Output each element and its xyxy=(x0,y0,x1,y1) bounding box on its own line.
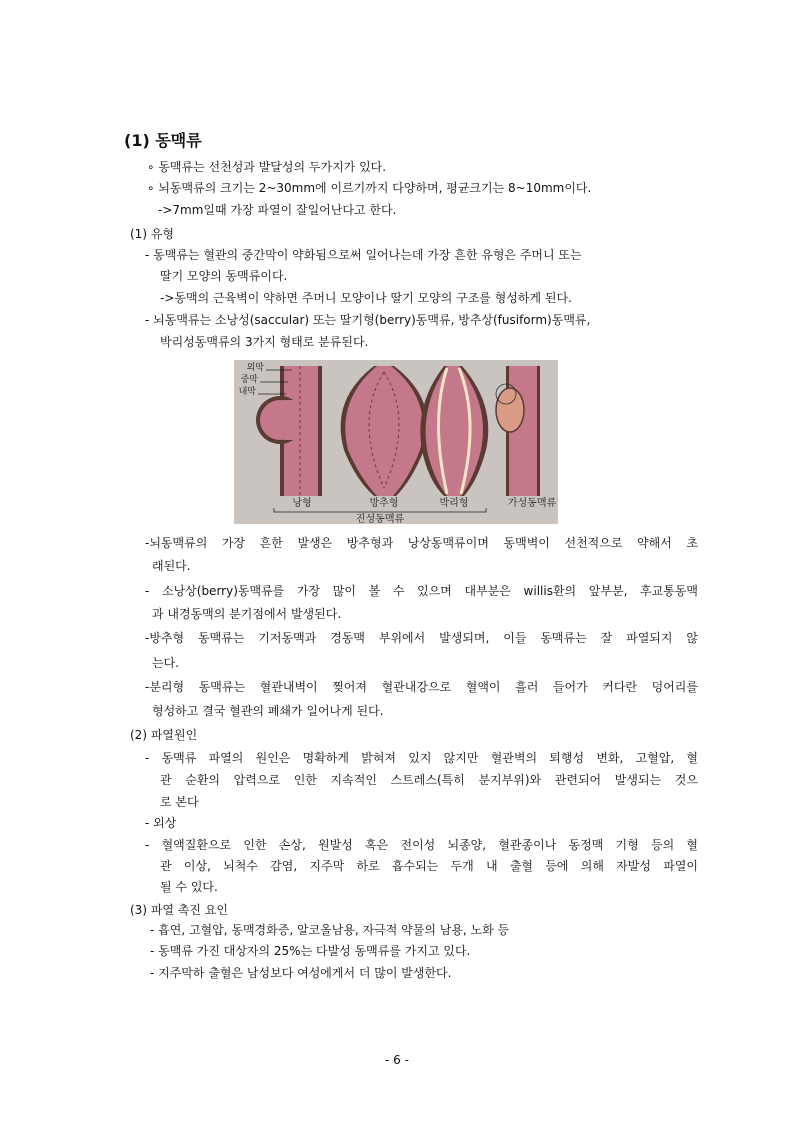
bullet-mark: ∘ xyxy=(147,160,155,174)
body-line: 형성하고 결국 혈관의 폐쇄가 일어나게 된다. xyxy=(152,704,384,718)
body-line: 과 내경동맥의 분기점에서 발생된다. xyxy=(152,607,342,621)
sub2-line: - 동맥류 파열의 원인은 명확하게 밝혀져 있지 않지만 혈관벽의 퇴행성 변화, 고혈압, 혈 xyxy=(145,751,698,765)
type-label-saccular: 낭형 xyxy=(292,498,312,509)
body-line: - 소낭상(berry)동맥류를 가장 많이 볼 수 있으며 대부분은 willis환의 앞부분, 후교통동맥 xyxy=(145,584,698,598)
body-line: -뇌동맥류의 가장 흔한 발생은 방추형과 낭상동맥류이며 동맥벽이 선천적으로 약해서 초 xyxy=(145,536,698,550)
intro-bullet-2 xyxy=(147,180,591,196)
layer-label-media: 중막 xyxy=(240,375,258,385)
sub2-line: - 외상 xyxy=(145,816,177,830)
sub1-line: ->동맥의 근육벽이 약하면 주머니 모양이나 딸기 모양의 구조를 형성하게 된다. xyxy=(160,291,572,305)
sub2-line: - 혈액질환으로 인한 손상, 원발성 혹은 전이성 뇌종양, 혈관종이나 동정맥 기형 등의 혈 xyxy=(145,838,698,852)
intro-bullet-1 xyxy=(147,159,386,175)
sub1-line: - 뇌동맥류는 소낭성(saccular) 또는 딸기형(berry)동맥류, 방추상(fusiform)동맥류, xyxy=(145,313,591,327)
sub2-line: 될 수 있다. xyxy=(160,880,218,894)
sub3-heading: (3) 파열 촉진 요인 xyxy=(130,903,228,917)
intro-bullet-3 xyxy=(158,202,396,218)
sub1-heading: (1) 유형 xyxy=(130,227,174,241)
sub2-heading: (2) 파열원인 xyxy=(130,728,198,742)
type-label-dissecting: 박리형 xyxy=(439,498,469,509)
type-label-pseudo: 가성동맥류 xyxy=(507,498,557,509)
type-label-fusiform: 방추형 xyxy=(369,498,399,509)
aneurysm-types-figure xyxy=(234,360,558,524)
intro-text: 동맥류는 선천성과 발달성의 두가지가 있다. xyxy=(158,160,387,174)
page-number: - 6 - xyxy=(385,1053,409,1067)
layer-label-intima: 내막 xyxy=(238,387,256,397)
section-title: (1) 동맥류 xyxy=(124,131,202,150)
intro-text: ->7mm일때 가장 파열이 잘일어난다고 한다. xyxy=(158,203,397,217)
sub2-line: 관 이상, 뇌척수 감염, 지주막 하로 흡수되는 두개 내 출혈 등에 의해 자발성 파열이 xyxy=(160,859,698,873)
intro-text: 뇌동맥류의 크기는 2~30mm에 이르기까지 다양하며, 평균크기는 8~10mm이다. xyxy=(158,181,592,195)
layer-label-adventitia: 외막 xyxy=(246,363,264,373)
sub1-line: - 동맥류는 혈관의 중간막이 약화됨으로써 일어나는데 가장 흔한 유형은 주머니 또는 xyxy=(145,248,582,262)
sub3-line: - 흡연, 고혈압, 동맥경화증, 알코올남용, 자극적 약물의 남용, 노화 등 xyxy=(150,923,510,937)
bullet-mark: ∘ xyxy=(147,181,155,195)
sub2-line: 관 순환의 압력으로 인한 지속적인 스트레스(특히 분지부위)와 관련되어 발생되는 것으 xyxy=(160,773,698,787)
sub3-line: - 지주막하 출혈은 남성보다 여성에게서 더 많이 발생한다. xyxy=(150,966,452,980)
body-line: 는다. xyxy=(152,656,179,670)
body-line: 래된다. xyxy=(152,559,191,573)
body-line: -방추형 동맥류는 기저동맥과 경동맥 부위에서 발생되며, 이들 동맥류는 잘 파열되지 않 xyxy=(145,631,698,645)
sub1-line: 딸기 모양의 동맥류이다. xyxy=(160,269,288,283)
sub2-line: 로 본다 xyxy=(160,795,199,809)
body-line: -분리형 동맥류는 혈관내벽이 찢어져 혈관내강으로 혈액이 흘러 들어가 커다란 덩어리를 xyxy=(145,680,698,694)
sub3-line: - 동맥류 가진 대상자의 25%는 다발성 동맥류를 가지고 있다. xyxy=(150,944,471,958)
group-label-true-aneurysm: 진성동맥류 xyxy=(355,514,405,524)
sub1-line: 박리성동맥류의 3가지 형태로 분류된다. xyxy=(160,335,369,349)
